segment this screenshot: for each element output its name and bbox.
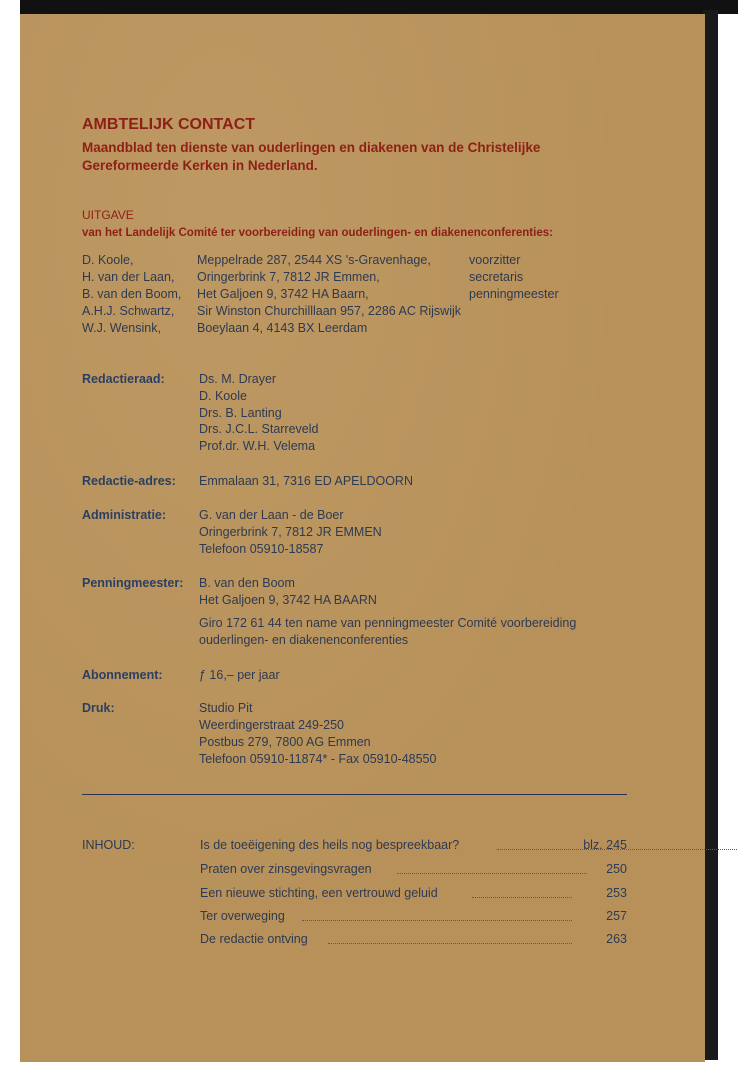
subtitle-line-2: Gereformeerde Kerken in Nederland. [82, 158, 318, 173]
druk-label: Druk: [82, 701, 115, 715]
committee-address: Boeylaan 4, 4143 BX Leerdam [197, 321, 368, 335]
page-title: AMBTELIJK CONTACT [82, 116, 256, 133]
administratie-line: Oringerbrink 7, 7812 JR EMMEN [199, 525, 382, 539]
toc-entry [200, 862, 627, 880]
toc-entry-title: De redactie ontving [200, 932, 308, 946]
toc-entry [200, 886, 627, 904]
scan-top-border [20, 0, 738, 14]
druk-line: Telefoon 05910-11874* - Fax 05910-48550 [199, 752, 437, 766]
redactieraad-member: Drs. B. Lanting [199, 406, 282, 420]
druk-line: Postbus 279, 7800 AG Emmen [199, 735, 371, 749]
druk-line: Studio Pit [199, 701, 253, 715]
subtitle-line-1: Maandblad ten dienste van ouderlingen en diakenen van de Christelijke [82, 140, 541, 155]
administratie-label: Administratie: [82, 508, 167, 522]
penningmeester-label: Penningmeester: [82, 576, 184, 590]
toc-entry-page: 253 [606, 886, 627, 900]
toc-dot-leader [302, 919, 572, 921]
administratie-line: Telefoon 05910-18587 [199, 542, 324, 556]
scan-right-border [703, 10, 718, 1060]
toc-entry-page: 263 [606, 932, 627, 946]
committee-role: voorzitter [469, 253, 521, 267]
toc-entry-page: 250 [606, 862, 627, 876]
committee-role: penningmeester [469, 287, 559, 301]
committee-address: Het Galjoen 9, 3742 HA Baarn, [197, 287, 369, 301]
committee-address: Meppelrade 287, 2544 XS 's-Gravenhage, [197, 253, 431, 267]
toc-dot-leader [472, 896, 572, 898]
abonnement-label: Abonnement: [82, 668, 163, 682]
committee-role: secretaris [469, 270, 524, 284]
uitgave-heading: UITGAVE [82, 208, 134, 222]
toc-entry [200, 838, 627, 856]
redactie-adres-value: Emmalaan 31, 7316 ED APELDOORN [199, 474, 413, 488]
giro-line-1: Giro 172 61 44 ten name van penningmeester Comité voorbereiding [199, 616, 577, 630]
committee-name: H. van der Laan, [82, 270, 175, 284]
toc-entry-title: Praten over zinsgevingsvragen [200, 862, 372, 876]
redactieraad-member: D. Koole [199, 389, 247, 403]
toc-entry-title: Een nieuwe stichting, een vertrouwd geluid [200, 886, 438, 900]
committee-name: D. Koole, [82, 253, 134, 267]
toc-entry-title: Is de toeëigening des heils nog bespreekbaar? [200, 838, 460, 852]
toc-entry-page: blz. 245 [583, 838, 627, 852]
druk-line: Weerdingerstraat 249-250 [199, 718, 344, 732]
inhoud-label: INHOUD: [82, 838, 135, 852]
redactie-adres-label: Redactie-adres: [82, 474, 176, 488]
toc-dot-leader [397, 872, 587, 874]
toc-entry [200, 932, 627, 950]
scan-margin [0, 0, 20, 1068]
administratie-line: G. van der Laan - de Boer [199, 508, 344, 522]
penningmeester-line: Het Galjoen 9, 3742 HA BAARN [199, 593, 377, 607]
penningmeester-line: B. van den Boom [199, 576, 295, 590]
redactieraad-label: Redactieraad: [82, 372, 165, 386]
toc-entry-page: 257 [606, 909, 627, 923]
toc-entry [200, 909, 627, 927]
redactieraad-member: Drs. J.C.L. Starreveld [199, 422, 319, 436]
committee-name: A.H.J. Schwartz, [82, 304, 175, 318]
committee-name: B. van den Boom, [82, 287, 182, 301]
redactieraad-member: Ds. M. Drayer [199, 372, 277, 386]
toc-entry-title: Ter overweging [200, 909, 285, 923]
committee-name: W.J. Wensink, [82, 321, 161, 335]
section-divider [82, 794, 627, 795]
committee-address: Sir Winston Churchilllaan 957, 2286 AC Rijswijk [197, 304, 462, 318]
committee-address: Oringerbrink 7, 7812 JR Emmen, [197, 270, 380, 284]
redactieraad-member: Prof.dr. W.H. Velema [199, 439, 316, 453]
toc-dot-leader [328, 942, 572, 944]
giro-line-2: ouderlingen- en diakenenconferenties [199, 633, 409, 647]
uitgave-description: van het Landelijk Comité ter voorbereiding van ouderlingen- en diakenenconferenties: [82, 227, 553, 239]
abonnement-value: ƒ 16,– per jaar [199, 668, 280, 682]
